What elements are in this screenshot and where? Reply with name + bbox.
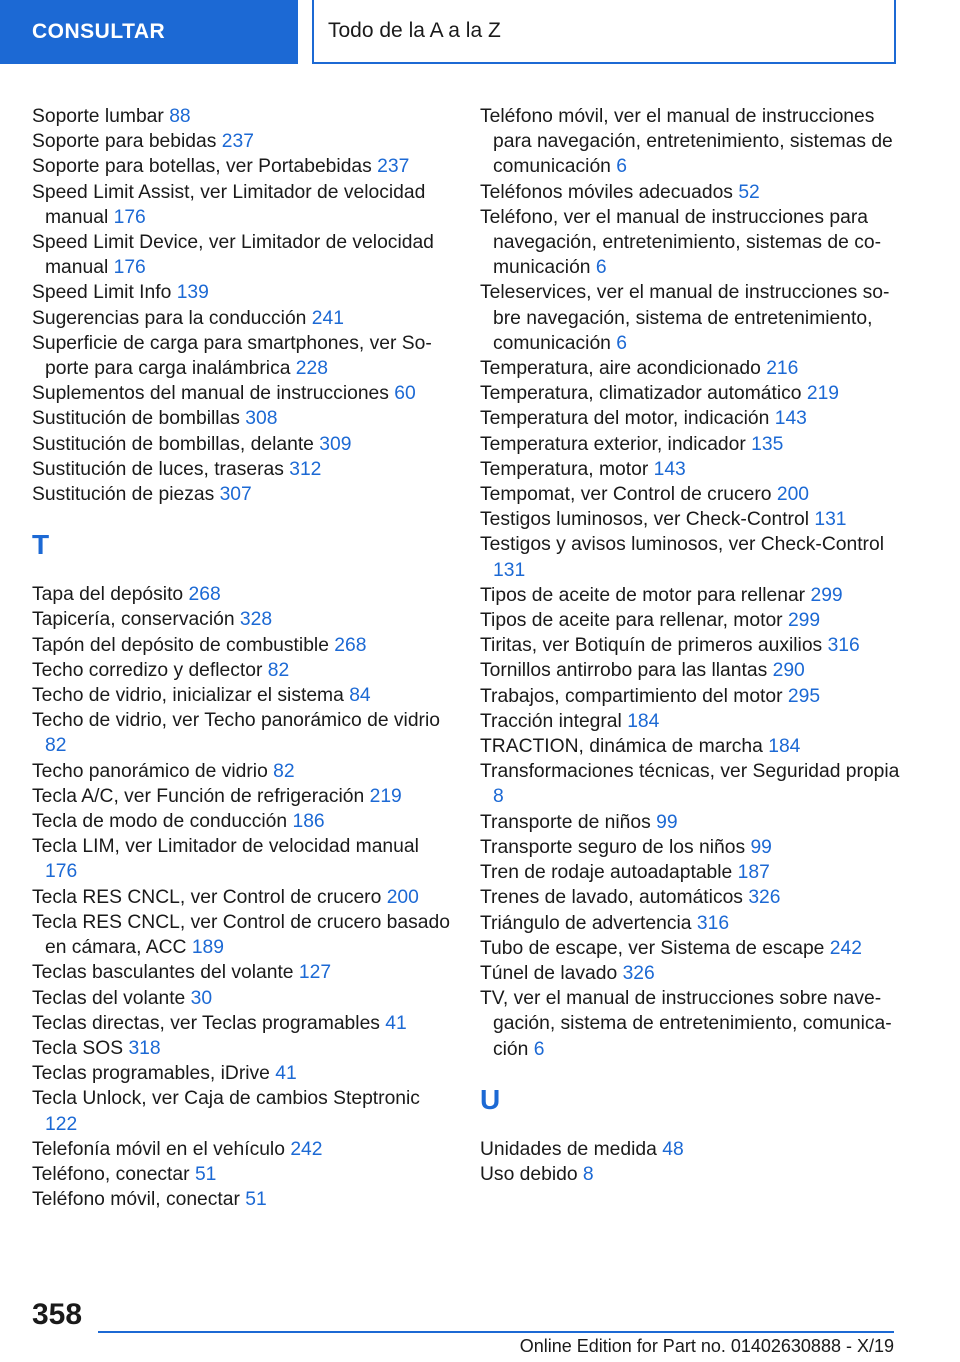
- entry-text: Teléfono móvil, ver el manual de instrucciones para navegación, entretenimiento, sistemas de comunicación: [480, 106, 893, 178]
- index-entry: [480, 936, 900, 961]
- section-tab[interactable]: CONSULTAR: [0, 0, 298, 64]
- page-reference-link[interactable]: 6: [595, 257, 607, 279]
- index-entry: [480, 684, 900, 709]
- entry-text: Tapicería, conservación: [32, 609, 235, 631]
- index-entry: [32, 457, 452, 482]
- entry-text: Sugerencias para la conducción: [32, 307, 307, 329]
- page-number: 358: [32, 1298, 83, 1331]
- entry-text: TV, ver el manual de instrucciones sobre navegación, sistema de entretenimiento, comunicación: [480, 988, 892, 1060]
- page-reference-link[interactable]: 268: [334, 634, 367, 656]
- page-reference-link[interactable]: 51: [194, 1163, 217, 1185]
- page-reference-link[interactable]: 82: [45, 735, 67, 757]
- entry-text: Techo panorámico de vidrio: [32, 760, 268, 782]
- entry-text: Tapa del depósito: [32, 584, 184, 606]
- entry-text: Telefonía móvil en el vehículo: [32, 1138, 285, 1160]
- index-entry: [480, 658, 900, 683]
- index-entry: [480, 406, 900, 431]
- page-reference-link[interactable]: 228: [295, 358, 328, 380]
- entry-text: Teclas programables, iDrive: [32, 1063, 270, 1085]
- entry-text: Techo de vidrio, ver Techo panorámico de vidrio: [32, 710, 440, 732]
- page-reference-link[interactable]: 326: [748, 887, 781, 909]
- page-reference-link[interactable]: 309: [319, 433, 352, 455]
- page-reference-link[interactable]: 8: [582, 1163, 594, 1185]
- index-entry: [32, 582, 452, 607]
- entry-text: Teclas basculantes del volante: [32, 962, 294, 984]
- entry-text: Tubo de escape, ver Sistema de escape: [480, 937, 825, 959]
- index-entry: [480, 734, 900, 759]
- index-entry: [32, 230, 452, 280]
- page-reference-link[interactable]: 307: [219, 484, 252, 506]
- page-reference-link[interactable]: 219: [806, 383, 840, 405]
- page-reference-link[interactable]: 318: [128, 1037, 161, 1059]
- page-reference-link[interactable]: 143: [774, 408, 807, 430]
- page-reference-link[interactable]: 200: [386, 886, 419, 908]
- page-header: [0, 0, 960, 66]
- index-entry: [480, 482, 900, 507]
- index-entry: [480, 356, 900, 381]
- page-reference-link[interactable]: 187: [737, 862, 770, 884]
- page-reference-link[interactable]: 82: [267, 659, 290, 681]
- index-entry: [32, 482, 452, 507]
- page-reference-link[interactable]: 299: [787, 610, 821, 632]
- page-reference-link[interactable]: 48: [662, 1138, 684, 1160]
- page-reference-link[interactable]: 6: [533, 1038, 545, 1060]
- index-entry: [32, 658, 452, 683]
- page-reference-link[interactable]: 176: [45, 861, 78, 883]
- index-entry: [32, 683, 452, 708]
- page-reference-link[interactable]: 316: [827, 635, 860, 657]
- page-reference-link[interactable]: 30: [190, 987, 213, 1009]
- page-reference-link[interactable]: 219: [369, 785, 402, 807]
- index-entry: [480, 961, 900, 986]
- index-entry: [32, 633, 452, 658]
- entry-text: Teclas del volante: [32, 987, 186, 1009]
- page-reference-link[interactable]: 82: [273, 760, 295, 782]
- index-entry: [32, 885, 452, 910]
- page-reference-link[interactable]: 131: [493, 559, 526, 581]
- page-reference-link[interactable]: 242: [829, 937, 862, 959]
- index-entry: [32, 1036, 452, 1061]
- entry-text: Tecla de modo de conducción: [32, 811, 288, 833]
- index-entry: [480, 810, 900, 835]
- index-entry: [32, 708, 452, 758]
- page-reference-link[interactable]: 139: [176, 282, 209, 304]
- entry-text: Soporte lumbar: [32, 106, 164, 127]
- page-reference-link[interactable]: 184: [768, 736, 801, 758]
- entry-text: Soporte para botellas, ver Portabebidas: [32, 156, 372, 178]
- index-entry: [480, 104, 900, 180]
- page-reference-link[interactable]: 143: [653, 458, 686, 480]
- entry-text: Tipos de aceite de motor para rellenar: [480, 584, 806, 606]
- index-entry: [480, 759, 900, 809]
- index-entry: [32, 910, 452, 960]
- page-reference-link[interactable]: 326: [622, 962, 655, 984]
- entry-text: Superficie de carga para smartphones, ver Soporte para carga inalámbrica: [32, 332, 432, 380]
- index-entry: [480, 280, 900, 356]
- page-reference-link[interactable]: 186: [292, 811, 325, 833]
- page-reference-link[interactable]: 6: [616, 332, 627, 354]
- index-entry: [32, 1061, 452, 1086]
- index-entry: [32, 607, 452, 632]
- index-entry: [32, 960, 452, 985]
- page-reference-link[interactable]: 308: [245, 408, 278, 430]
- page-reference-link[interactable]: 241: [311, 307, 344, 329]
- entry-text: Unidades de medida: [480, 1138, 657, 1160]
- entry-text: Soporte para bebidas: [32, 131, 217, 153]
- entry-text: Trabajos, compartimiento del motor: [480, 685, 783, 707]
- entry-text: Teleservices, ver el manual de instrucciones sobre navegación, sistema de entretenimiento, comunicación: [480, 282, 890, 354]
- entry-text: Teléfono móvil, conectar: [32, 1189, 240, 1211]
- index-entry: [32, 180, 452, 230]
- index-entry: [32, 129, 452, 154]
- index-entry: [480, 205, 900, 281]
- entry-text: Suplementos del manual de instrucciones: [32, 383, 389, 405]
- index-entry: [32, 784, 452, 809]
- index-entry: [32, 154, 452, 179]
- entry-text: Temperatura, aire acondicionado: [480, 358, 761, 380]
- index-entry: [32, 280, 452, 305]
- page-reference-link[interactable]: 237: [221, 131, 254, 153]
- page-reference-link[interactable]: 184: [627, 710, 660, 732]
- entry-text: Tecla RES CNCL, ver Control de crucero basado en cámara, ACC: [32, 911, 450, 959]
- entry-text: Tempomat, ver Control de crucero: [480, 484, 772, 506]
- entry-text: Sustitución de piezas: [32, 484, 215, 506]
- entry-text: Testigos luminosos, ver Check-Control: [480, 509, 809, 531]
- index-entry: [480, 381, 900, 406]
- page-reference-link[interactable]: 99: [750, 836, 772, 858]
- index-entry: [480, 1137, 900, 1162]
- index-entry: [32, 1011, 452, 1036]
- entry-text: Speed Limit Assist, ver Limitador de velocidad manual: [32, 181, 426, 228]
- page-reference-link[interactable]: 176: [113, 257, 146, 279]
- index-entry: [480, 709, 900, 734]
- entry-text: Speed Limit Device, ver Limitador de velocidad manual: [32, 232, 434, 279]
- entry-text: Temperatura exterior, indicador: [480, 433, 746, 455]
- entry-text: Tapón del depósito de combustible: [32, 634, 329, 656]
- entry-text: Tecla Unlock, ver Caja de cambios Steptronic: [32, 1088, 420, 1110]
- page-reference-link[interactable]: 127: [298, 962, 332, 984]
- section-letter: T: [32, 529, 50, 561]
- entry-text: Uso debido: [480, 1163, 578, 1185]
- index-entry: [480, 911, 900, 936]
- page-reference-link[interactable]: 41: [385, 1012, 407, 1034]
- index-entry: [480, 432, 900, 457]
- entry-text: Sustitución de bombillas: [32, 408, 240, 430]
- index-entry: [32, 1162, 452, 1187]
- index-entry: [480, 835, 900, 860]
- index-entry: [32, 104, 452, 129]
- index-entry: [480, 1162, 900, 1187]
- page-reference-link[interactable]: 122: [45, 1113, 78, 1135]
- page-reference-link[interactable]: 135: [751, 433, 784, 455]
- page-reference-link[interactable]: 200: [776, 484, 810, 506]
- entry-text: Tracción integral: [480, 710, 622, 732]
- page-reference-link[interactable]: 99: [656, 811, 678, 833]
- page-reference-link[interactable]: 52: [738, 181, 760, 203]
- footer-divider: [98, 1331, 894, 1333]
- entry-text: Teléfono, conectar: [32, 1163, 190, 1185]
- section-letter: U: [480, 1083, 501, 1115]
- index-column-right: [480, 104, 900, 1187]
- index-entry: [32, 834, 452, 884]
- entry-text: Triángulo de advertencia: [480, 912, 692, 934]
- page-reference-link[interactable]: 88: [169, 106, 191, 127]
- entry-text: Transporte de niños: [480, 811, 651, 833]
- entry-text: Tren de rodaje autoadaptable: [480, 862, 733, 884]
- page-reference-link[interactable]: 189: [191, 937, 224, 959]
- entry-text: Tecla LIM, ver Limitador de velocidad manual: [32, 836, 419, 858]
- entry-text: Tecla A/C, ver Función de refrigeración: [32, 785, 365, 807]
- entry-text: Tornillos antirrobo para las llantas: [480, 660, 768, 682]
- entry-text: Tecla SOS: [32, 1037, 124, 1059]
- index-entry: [480, 583, 900, 608]
- index-entry: [32, 809, 452, 834]
- page-reference-link[interactable]: 84: [349, 685, 371, 707]
- entry-text: Tiritas, ver Botiquín de primeros auxilios: [480, 635, 823, 657]
- entry-text: Teléfono, ver el manual de instrucciones para navegación, entretenimiento, sistemas de comunicación: [480, 206, 881, 279]
- page-reference-link[interactable]: 60: [394, 383, 416, 405]
- index-entry: [480, 180, 900, 205]
- page-reference-link[interactable]: 176: [113, 206, 146, 228]
- page-reference-link[interactable]: 6: [616, 156, 627, 178]
- index-entry: [32, 406, 452, 431]
- entry-text: Testigos y avisos luminosos, ver Check-Control: [480, 534, 884, 556]
- index-entry: [32, 432, 452, 457]
- page-reference-link[interactable]: 268: [188, 584, 221, 606]
- entry-text: Túnel de lavado: [480, 962, 618, 984]
- index-column-left: [32, 104, 452, 1212]
- index-entry: [480, 860, 900, 885]
- page-reference-link[interactable]: 312: [289, 458, 322, 480]
- page-reference-link[interactable]: 295: [787, 685, 821, 707]
- page-reference-link[interactable]: 299: [810, 584, 843, 606]
- index-entry: [480, 986, 900, 1062]
- entry-text: Transformaciones técnicas, ver Seguridad propia: [480, 761, 900, 783]
- page-reference-link[interactable]: 51: [245, 1189, 267, 1211]
- entry-text: Trenes de lavado, automáticos: [480, 887, 743, 909]
- entry-text: Tipos de aceite para rellenar, motor: [480, 610, 783, 632]
- edition-footer: Online Edition for Part no. 01402630888 - X/19: [519, 1336, 894, 1356]
- index-entry: [480, 532, 900, 582]
- entry-text: TRACTION, dinámica de marcha: [480, 736, 763, 758]
- index-entry: [32, 1086, 452, 1136]
- entry-text: Temperatura del motor, indicación: [480, 408, 770, 430]
- entry-text: Tecla RES CNCL, ver Control de crucero: [32, 886, 382, 908]
- index-entry: [32, 306, 452, 331]
- index-entry: [32, 381, 452, 406]
- page-reference-link[interactable]: 131: [814, 509, 847, 531]
- index-entry: [480, 457, 900, 482]
- entry-text: Teléfonos móviles adecuados: [480, 181, 733, 203]
- index-entry: [480, 633, 900, 658]
- index-entry: [32, 331, 452, 381]
- page-reference-link[interactable]: 8: [493, 786, 504, 808]
- page-reference-link[interactable]: 316: [696, 912, 730, 934]
- entry-text: Transporte seguro de los niños: [480, 836, 746, 858]
- index-entry: [32, 759, 452, 784]
- entry-text: Temperatura, climatizador automático: [480, 383, 802, 405]
- page-reference-link[interactable]: 216: [766, 358, 799, 380]
- index-entry: [32, 1137, 452, 1162]
- entry-text: Techo corredizo y deflector: [32, 659, 263, 681]
- chapter-title: Todo de la A a la Z: [312, 0, 896, 64]
- index-entry: [480, 608, 900, 633]
- entry-text: Sustitución de luces, traseras: [32, 458, 284, 480]
- page-reference-link[interactable]: 328: [239, 609, 273, 631]
- index-entry: [480, 507, 900, 532]
- page-reference-link[interactable]: 290: [772, 660, 805, 682]
- index-entry: [32, 986, 452, 1011]
- entry-text: Sustitución de bombillas, delante: [32, 433, 314, 455]
- entry-text: Teclas directas, ver Teclas programables: [32, 1012, 380, 1034]
- entry-text: Speed Limit Info: [32, 282, 172, 304]
- page-reference-link[interactable]: 237: [377, 156, 410, 178]
- page-reference-link[interactable]: 41: [275, 1063, 297, 1085]
- page-reference-link[interactable]: 242: [290, 1138, 323, 1160]
- index-entry: [480, 885, 900, 910]
- index-entry: [32, 1187, 452, 1212]
- entry-text: Temperatura, motor: [480, 458, 649, 480]
- entry-text: Techo de vidrio, inicializar el sistema: [32, 685, 344, 707]
